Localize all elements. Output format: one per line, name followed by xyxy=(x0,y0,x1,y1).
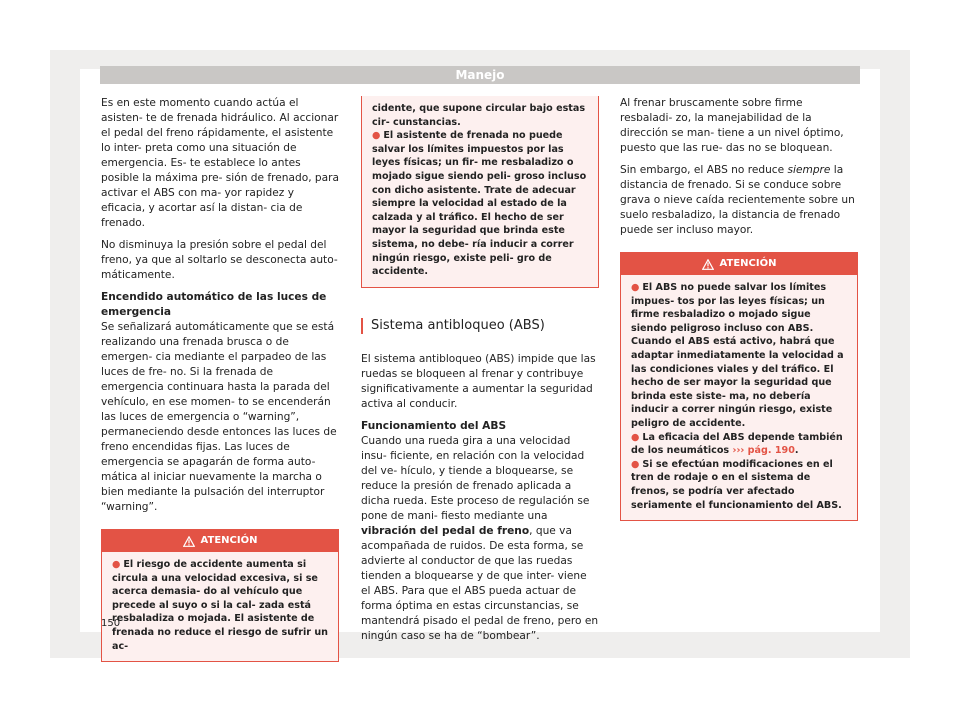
section-title: Sistema antibloqueo (ABS) xyxy=(361,318,599,334)
page-number: 150 xyxy=(101,618,121,629)
paragraph: Al frenar bruscamente sobre firme resbaladi- zo, la manejabilidad de la dirección se man- tiene a un nivel óptimo, puesto que las rue- das no se bloquean. xyxy=(620,97,844,154)
paragraph: El sistema antibloqueo (ABS) impide que las ruedas se bloqueen al frenar y contribuye significativamente a aumentar la seguridad activa al conducir. xyxy=(361,352,596,410)
paragraph: Es en este momento cuando actúa el asisten- te de frenada hidráulico. Al accionar el pedal del freno rápidamente, el asistente lo inter- preta como una situación de emergencia. Es- te establece lo antes posible la máxima pre- sión de frenado, para activar el ABS con ma- yor rapidez y eficacia, y acortar así la distan- cia de frenado. xyxy=(101,97,339,229)
column-2 xyxy=(361,96,599,651)
warning-triangle-icon xyxy=(702,259,714,270)
paragraph: No disminuya la presión sobre el pedal del freno, ya que al soltarlo se desconecta auto- máticamente. xyxy=(101,239,338,281)
header-bar xyxy=(100,66,860,84)
warning-box-continued xyxy=(361,96,599,288)
bullet-icon: ● xyxy=(112,559,121,570)
warning-title: ATENCIÓN xyxy=(719,258,777,270)
paragraph: Cuando una rueda gira a una velocidad insu- ficiente, en relación con la velocidad del ve- hículo, y tiende a bloquearse, se reduce la presión de frenado aplicada a dicha rueda. Este proceso de regulación se pone de mani- fiesto mediante una vibración del pedal de freno, que va acompañada de ruidos. De esta forma, se advierte al conductor de que las ruedas tienden a bloquearse y de que inter- viene el ABS. Para que el ABS pueda actuar de forma óptima en estas circunstancias, se mantendrá pisado el pedal de freno, pero en ningún caso se ha de “bombear”. xyxy=(361,434,599,642)
column-3 xyxy=(620,96,858,521)
warning-header xyxy=(621,253,857,275)
page-reference-link[interactable]: ››› pág. 190 xyxy=(732,445,795,457)
warning-title: ATENCIÓN xyxy=(200,535,258,547)
warning-item: ● Si se efectúan modificaciones en el tren de rodaje o en el sistema de frenos, se podría ver afectado seriamente el funcionamiento del ABS. xyxy=(631,458,842,511)
subheading: Encendido automático de las luces de emergencia xyxy=(101,291,327,318)
paragraph: Se señalizará automáticamente que se está realizando una frenada brusca o de emergen- cia mediante el parpadeo de las luces de fre- no. Si la frenada de emergencia continuara hasta la parada del vehículo, en ese momen- to se encenderán las luces de emergencia o “warning”, permaneciendo desde entonces las luces de freno encendidas fijas. Las luces de emergencia se apagarán de forma auto- mática al iniciar nuevamente la marcha o bien mediante la pulsación del interruptor “warning”. xyxy=(101,321,337,513)
bullet-icon: ● xyxy=(631,431,640,443)
warning-header xyxy=(102,530,338,552)
warning-item: ● El ABS no puede salvar los límites impues- tos por las leyes físicas; un firme resbaladizo o mojado sigue siendo peligroso incluso con ABS. Cuando el ABS está activo, habrá que adaptar inmediatamente la velocidad a las condiciones viales y del tráfico. El hecho de ser mayor la seguridad que brinda este siste- ma, no debería inducir a correr ningún riesgo, existe peligro de accidente. xyxy=(631,282,844,429)
page-title: Manejo xyxy=(455,68,505,82)
warning-box xyxy=(620,252,858,521)
paragraph: Sin embargo, el ABS no reduce siempre la distancia de frenado. Si se conduce sobre grava o nieve caída recientemente sobre un suelo resbaladizo, la distancia de frenado puede ser incluso mayor. xyxy=(620,164,855,236)
warning-item: ● La eficacia del ABS depende también de los neumáticos ››› pág. 190. xyxy=(631,431,843,457)
subheading: Funcionamiento del ABS xyxy=(361,419,507,432)
bullet-icon: ● xyxy=(631,282,640,293)
warning-item: ● El riesgo de accidente aumenta si circula a una velocidad excesiva, si se acerca demasia- do al vehículo que precede al suyo o si la cal- zada está resbaladiza o mojada. El asistente de frenada no reduce el riesgo de sufrir un ac- xyxy=(112,559,328,652)
bullet-icon: ● xyxy=(372,130,381,142)
warning-triangle-icon xyxy=(183,536,195,547)
warning-item: cidente, que supone circular bajo estas cir- cunstancias. xyxy=(372,103,586,128)
warning-box xyxy=(101,529,339,662)
column-1 xyxy=(101,96,339,662)
warning-item: ● El asistente de frenada no puede salvar los límites impuestos por las leyes físicas; un fir- me resbaladizo o mojado sigue siendo peli- groso incluso con dicho asistente. Trate de adecuar siempre la velocidad al estado de la calzada y al tráfico. El hecho de ser mayor la seguridad que brinda este sistema, no debe- ría inducir a correr ningún riesgo, existe peli- gro de accidente. xyxy=(372,130,587,278)
bullet-icon: ● xyxy=(631,458,640,470)
